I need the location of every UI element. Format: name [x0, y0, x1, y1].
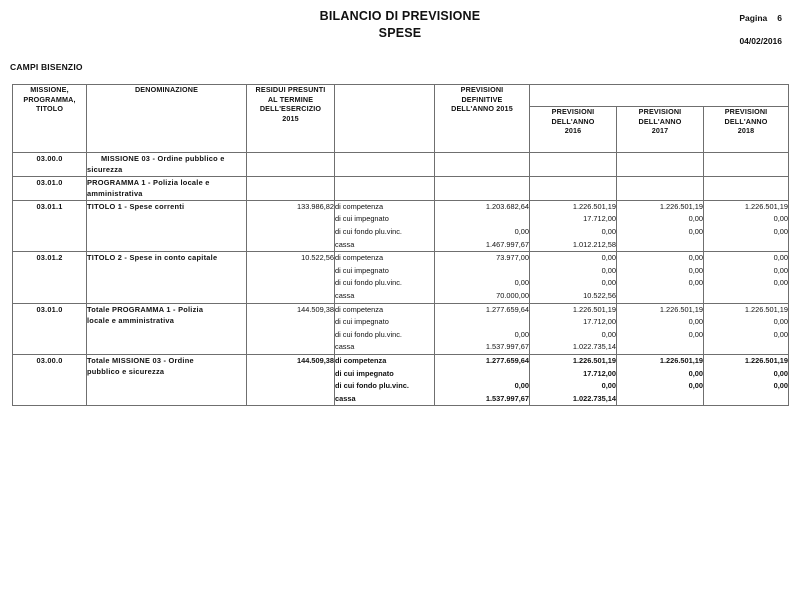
column-header-years-spanner [530, 85, 789, 107]
cell-line: 0,00 [514, 329, 529, 339]
cell-code: 03.00.0 [13, 153, 87, 177]
cell-line: 17.712,00 [583, 317, 616, 327]
cell-line: di competenza [335, 253, 384, 263]
cell-num [530, 303, 617, 354]
code-header-line2: PROGRAMMA, [23, 94, 76, 104]
cell-line: 0,00 [601, 381, 616, 391]
year2017-header-line2: DELL'ANNO [638, 116, 682, 126]
cell-line: 1.277.659,64 [485, 304, 529, 314]
cell-line: 0,00 [688, 253, 703, 263]
cell-line: 0,00 [773, 381, 789, 391]
residui-header-line3: DELL'ESERCIZIO [259, 104, 322, 113]
cell-line: 10.522,56 [583, 291, 616, 301]
cell-denominazione [87, 153, 247, 177]
cell-line: 0,00 [773, 317, 789, 327]
cell-denominazione [87, 200, 247, 251]
cell-line: 0,00 [601, 227, 616, 237]
cell-num [435, 355, 530, 406]
denominazione-line2: sicurezza [87, 165, 123, 175]
cell-num [435, 303, 530, 354]
cell-labels [335, 176, 435, 200]
column-header-denominazione: DENOMINAZIONE [87, 85, 247, 153]
cell-lines [704, 304, 788, 354]
cell-num [530, 252, 617, 303]
cell-lines [435, 304, 529, 354]
table-body [13, 153, 789, 406]
cell-line: cassa [335, 239, 355, 249]
cell-line: cassa [335, 291, 355, 301]
cell-denominazione [87, 303, 247, 354]
code-header-line3: TITOLO [35, 104, 64, 113]
cell-denominazione [87, 252, 247, 303]
cell-line: 1.467.997,67 [485, 239, 529, 249]
cell-num [530, 200, 617, 251]
page-header [0, 0, 800, 70]
cell-lines [530, 304, 616, 354]
cell-line: 1.203.682,64 [485, 201, 529, 211]
cell-line: di cui impegnato [335, 368, 394, 378]
cell-denominazione [87, 355, 247, 406]
page-number: 6 [777, 13, 782, 23]
cell-line: 1.012.212,58 [572, 239, 616, 249]
cell-labels [335, 200, 435, 251]
page-label-text: Pagina [739, 13, 768, 23]
cell-line: 0,00 [601, 329, 616, 339]
table-header-row [13, 85, 789, 107]
denominazione-line2: amministrativa [87, 189, 143, 199]
cell-lines [617, 355, 703, 405]
cell-labels [335, 252, 435, 303]
cell-num [617, 303, 704, 354]
cell-code: 03.01.1 [13, 200, 87, 251]
budget-table-container [12, 84, 788, 406]
cell-line: 0,00 [688, 214, 703, 224]
cell-line: 0,00 [688, 368, 703, 378]
cell-num [617, 200, 704, 251]
column-header-previsioni-definitive [435, 85, 530, 153]
column-header-year-2017 [617, 107, 704, 153]
year2018-header-line3: 2018 [737, 126, 755, 135]
cell-residui [247, 176, 335, 200]
cell-lines [335, 252, 434, 302]
cell-line: di cui fondo plu.vinc. [335, 278, 402, 288]
cell-line: 1.022.735,14 [572, 342, 616, 352]
table-row [13, 153, 789, 177]
cell-line: 1.226.501,19 [659, 304, 703, 314]
cell-line: 0,00 [601, 253, 616, 263]
denominazione-text [87, 201, 246, 212]
cell-labels [335, 153, 435, 177]
cell-line: 0,00 [688, 329, 703, 339]
document-date: 04/02/2016 [739, 36, 782, 46]
cell-line: 0,00 [773, 368, 789, 378]
cell-line: di competenza [335, 304, 384, 314]
denominazione-line2: pubblico e sicurezza [87, 367, 165, 377]
cell-num [530, 153, 617, 177]
cell-lines [704, 355, 788, 405]
cell-lines [530, 201, 616, 251]
cell-line: 1.537.997,67 [485, 393, 529, 403]
cell-line: 0,00 [688, 265, 703, 275]
cell-line: di cui fondo plu.vinc. [335, 227, 402, 237]
cell-lines [530, 252, 616, 302]
cell-residui: 10.522,56 [247, 252, 335, 303]
table-row [13, 176, 789, 200]
cell-lines [335, 304, 434, 354]
cell-line: cassa [335, 393, 356, 403]
cell-line: 0,00 [773, 253, 789, 263]
year2018-header-line2: DELL'ANNO [724, 116, 768, 126]
cell-line: di cui impegnato [335, 265, 389, 275]
denominazione-line1: Totale PROGRAMMA 1 - Polizia [87, 304, 204, 314]
document-title: BILANCIO DI PREVISIONE [319, 9, 481, 23]
denominazione-line1: TITOLO 1 - Spese correnti [87, 201, 185, 211]
cell-line: 17.712,00 [583, 214, 616, 224]
cell-num [435, 252, 530, 303]
year2018-header-line1: PREVISIONI [724, 107, 768, 116]
cell-num [704, 303, 789, 354]
year2016-header-line1: PREVISIONI [551, 107, 595, 116]
cell-residui: 144.509,38 [247, 303, 335, 354]
cell-line: 0,00 [773, 265, 789, 275]
cell-line: 1.226.501,19 [744, 201, 789, 211]
denominazione-text [87, 304, 246, 327]
table-header [13, 85, 789, 153]
denominazione-text [87, 355, 246, 378]
cell-lines [617, 201, 703, 251]
denominazione-line1: TITOLO 2 - Spese in conto capitale [87, 253, 218, 263]
cell-line: 1.277.659,64 [485, 356, 529, 365]
cell-num [435, 176, 530, 200]
residui-header-line4: 2015 [282, 113, 299, 123]
cell-lines [435, 252, 529, 302]
cell-line: di cui impegnato [335, 317, 389, 327]
cell-num [435, 153, 530, 177]
residui-header-line2: AL TERMINE [267, 94, 314, 104]
cell-line: di competenza [335, 356, 387, 365]
cell-line: 73.977,00 [496, 253, 529, 263]
column-header-spacer [335, 85, 435, 153]
cell-line: 0,00 [773, 278, 789, 288]
cell-line: 0,00 [688, 317, 703, 327]
cell-lines [335, 355, 434, 405]
denominazione-text [87, 177, 246, 200]
cell-num [617, 153, 704, 177]
document-subtitle: SPESE [378, 26, 422, 40]
cell-lines [435, 201, 529, 251]
cell-line: 0,00 [514, 381, 529, 391]
cell-line: 17.712,00 [583, 368, 616, 378]
table-row [13, 355, 789, 406]
residui-header-line1: RESIDUI PRESUNTI [255, 85, 326, 94]
cell-num [617, 252, 704, 303]
column-header-residui [247, 85, 335, 153]
cell-line: 0,00 [601, 265, 616, 275]
cell-line: 0,00 [514, 227, 529, 237]
denominazione-line1: PROGRAMMA 1 - Polizia locale e [87, 177, 210, 187]
cell-lines [704, 201, 788, 251]
cell-line: 1.226.501,19 [744, 304, 789, 314]
cell-residui: 133.986,82 [247, 200, 335, 251]
cell-lines [617, 252, 703, 302]
column-header-year-2018 [704, 107, 789, 153]
code-header-line1: MISSIONE, [30, 85, 69, 94]
column-header-year-2016 [530, 107, 617, 153]
cell-residui: 144.509,38 [247, 355, 335, 406]
year2017-header-line3: 2017 [651, 126, 669, 135]
cell-labels [335, 355, 435, 406]
cell-code: 03.01.0 [13, 176, 87, 200]
denominazione-line1: Totale MISSIONE 03 - Ordine [87, 356, 194, 365]
cell-lines [704, 252, 788, 302]
cell-line: 70.000,00 [496, 291, 529, 301]
cell-line: di cui fondo plu.vinc. [335, 381, 409, 391]
cell-line: di cui impegnato [335, 214, 389, 224]
table-row [13, 303, 789, 354]
cell-line: 1.226.501,19 [572, 356, 616, 365]
year2016-header-line2: DELL'ANNO [551, 116, 595, 126]
table-row [13, 252, 789, 303]
cell-labels [335, 303, 435, 354]
cell-lines [335, 201, 434, 251]
cell-lines [530, 355, 616, 405]
definitive-header-line1: PREVISIONI [460, 85, 504, 94]
cell-num [530, 176, 617, 200]
cell-line: 0,00 [514, 278, 529, 288]
cell-line: 1.226.501,19 [659, 356, 703, 365]
column-header-code [13, 85, 87, 153]
cell-line: 0,00 [688, 381, 703, 391]
cell-num [435, 200, 530, 251]
cell-line: 1.226.501,19 [744, 356, 789, 365]
cell-line: cassa [335, 342, 355, 352]
cell-num [617, 355, 704, 406]
entity-name: CAMPI BISENZIO [10, 62, 83, 72]
page-indicator [739, 13, 782, 23]
budget-table [12, 84, 789, 406]
cell-line: 0,00 [773, 227, 789, 237]
cell-line: di cui fondo plu.vinc. [335, 329, 402, 339]
cell-line: 0,00 [688, 227, 703, 237]
cell-num [530, 355, 617, 406]
cell-residui [247, 153, 335, 177]
table-row [13, 200, 789, 251]
denominazione-text [87, 252, 246, 263]
definitive-header-line2: DEFINITIVE [461, 94, 503, 104]
cell-code: 03.00.0 [13, 355, 87, 406]
cell-line: 1.226.501,19 [659, 201, 703, 211]
cell-num [704, 200, 789, 251]
cell-lines [435, 355, 529, 405]
denominazione-line2: locale e amministrativa [87, 316, 175, 326]
cell-num [704, 176, 789, 200]
cell-line: 0,00 [688, 278, 703, 288]
denominazione-line1: MISSIONE 03 - Ordine pubblico e [101, 154, 225, 163]
cell-line: di competenza [335, 201, 384, 211]
year2017-header-line1: PREVISIONI [638, 107, 682, 116]
cell-denominazione [87, 176, 247, 200]
cell-line: 1.022.735,14 [572, 393, 616, 403]
cell-num [704, 252, 789, 303]
cell-num [704, 153, 789, 177]
cell-line: 1.226.501,19 [572, 304, 616, 314]
cell-line: 0,00 [773, 329, 789, 339]
cell-line: 1.537.997,67 [485, 342, 529, 352]
cell-line: 1.226.501,19 [572, 201, 616, 211]
definitive-header-line3: DELL'ANNO 2015 [451, 104, 513, 113]
cell-num [617, 176, 704, 200]
cell-code: 03.01.0 [13, 303, 87, 354]
cell-num [704, 355, 789, 406]
year2016-header-line3: 2016 [564, 126, 582, 135]
cell-code: 03.01.2 [13, 252, 87, 303]
denominazione-text [87, 153, 246, 176]
cell-line: 0,00 [601, 278, 616, 288]
cell-lines [617, 304, 703, 354]
cell-line: 0,00 [773, 214, 789, 224]
